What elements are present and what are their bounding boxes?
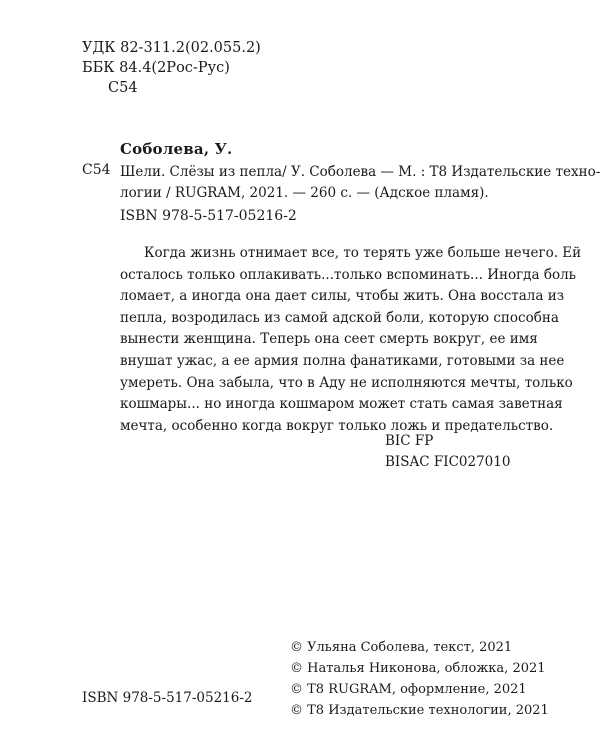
copyright-line: © Т8 Издательские технологии, 2021 [290,703,549,718]
copyright-line: © Т8 RUGRAM, оформление, 2021 [290,682,527,697]
annotation-line: ломает, а иногда она дает силы, чтобы жить. Она восстала из [120,288,565,305]
annotation-line: умереть. Она забыла, что в Аду не исполняются мечты, только [120,374,573,391]
annotation-line: пепла, возродилась из самой адской боли, которую способна [120,309,559,326]
annotation-line: осталось только оплакивать...только вспоминать... Иногда боль [120,266,577,283]
bisac-code: BISAC FIC027010 [385,454,511,470]
annotation-line: мечта, особенно когда вокруг только ложь и предательство. [120,417,554,434]
bibliographic-line: логии / RUGRAM, 2021. — 260 с. — (Адское пламя). [120,185,489,201]
bibliographic-line: Шели. Слёзы из пепла/ У. Соболева — М. : Т8 Издательские техно- [120,164,600,180]
annotation [120,243,582,437]
annotation-line: вынести женщина. Теперь она сеет смерть вокруг, ее имя [120,331,538,348]
author-mark-side: С54 [82,162,111,178]
udk-code: УДК 82-311.2(02.055.2) [82,40,261,56]
annotation-line: Когда жизнь отнимает все, то терять уже больше нечего. Ей [144,245,582,261]
bibliographic-description [120,162,600,204]
bbk-code: ББК 84.4(2Рос-Рус) [82,60,230,76]
footer-isbn: ISBN 978-5-517-05216-2 [82,690,253,706]
author-mark-top: С54 [108,80,138,96]
copyright-line: © Наталья Никонова, обложка, 2021 [290,661,546,676]
copyright-line: © Ульяна Соболева, текст, 2021 [290,640,513,655]
bic-code: BIC FP [385,433,434,449]
isbn-record: ISBN 978-5-517-05216-2 [120,208,297,224]
author-heading: Соболева, У. [120,140,233,158]
copyright-block [290,637,549,721]
annotation-line: внушат ужас, а ее армия полна фанатиками, готовыми за нее [120,352,565,369]
annotation-line: кошмары... но иногда кошмаром может стать самая заветная [120,396,563,413]
